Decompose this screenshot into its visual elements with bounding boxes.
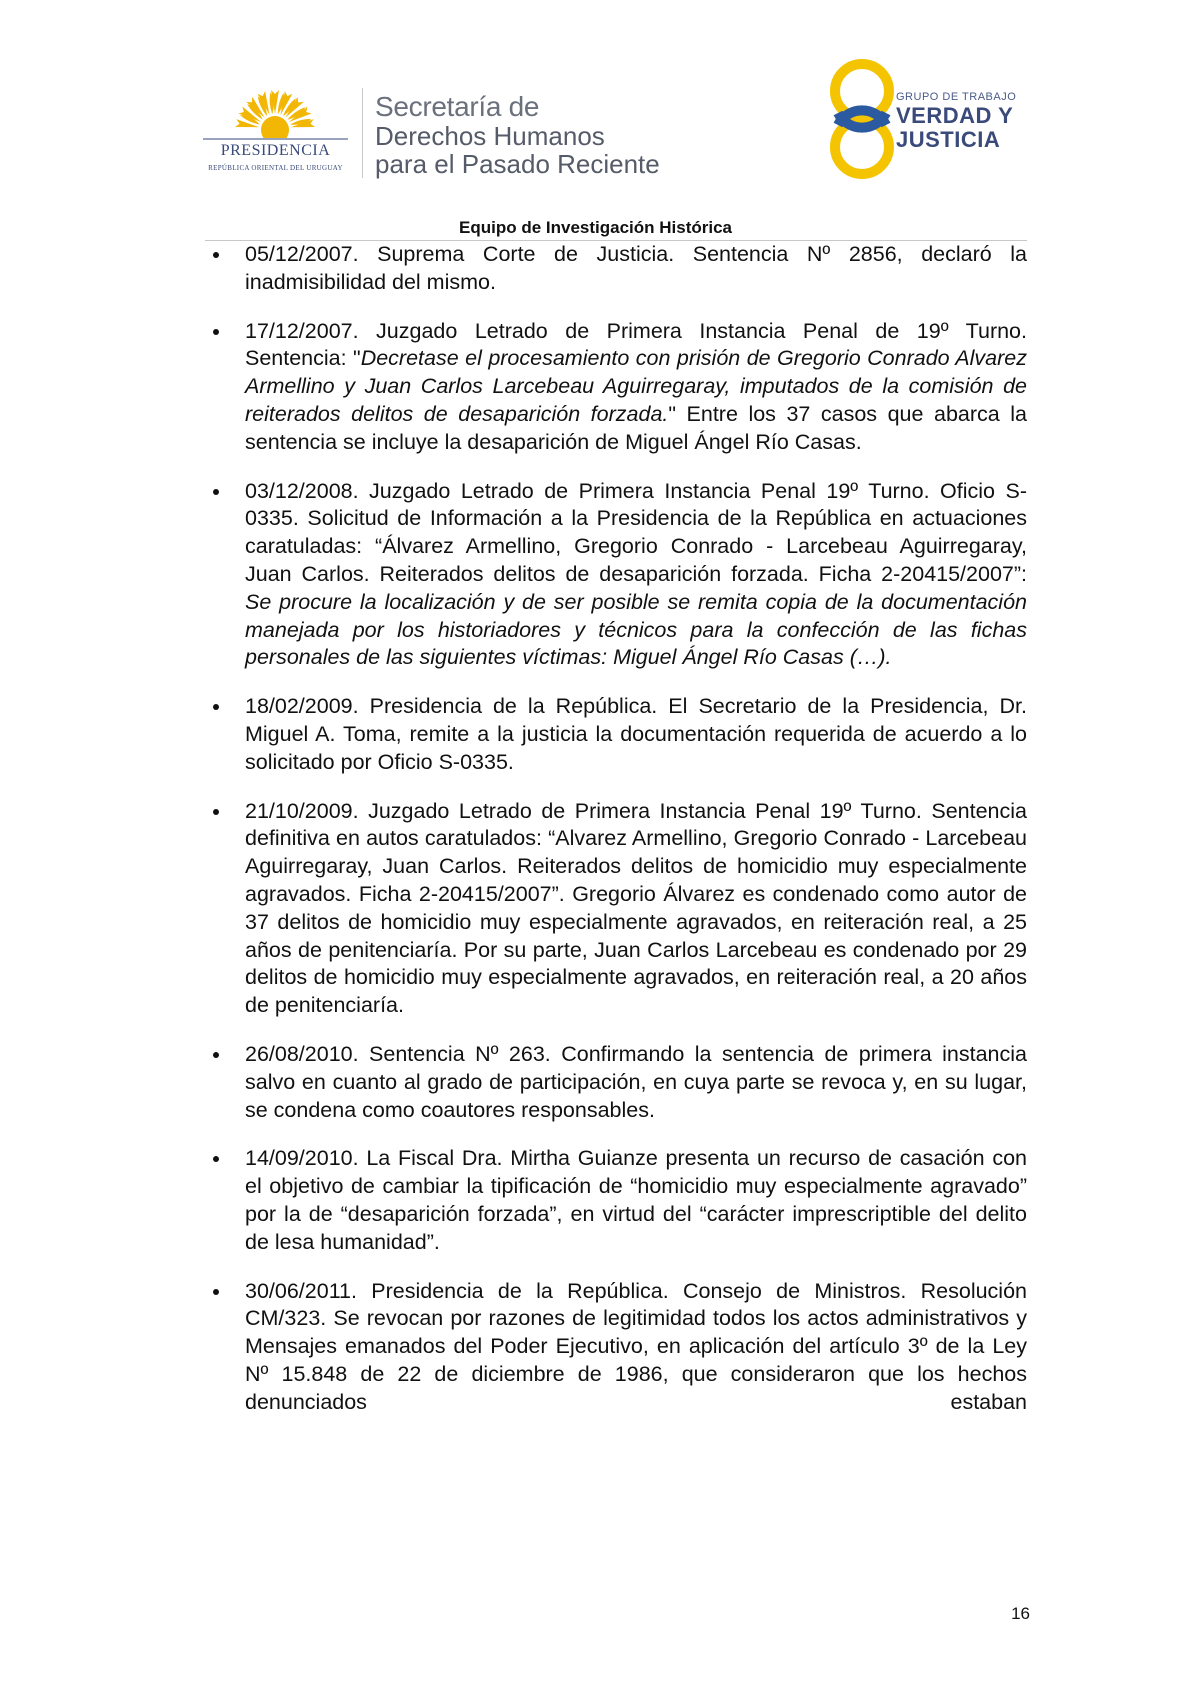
secretaria-line1: Secretaría de	[375, 91, 540, 122]
bullet-icon	[213, 1052, 219, 1058]
page-header	[0, 0, 1191, 240]
entry-quote: Decretase el procesamiento con prisión de Gregorio Conrado Alvarez Armellino y Juan Carlos Larcebeau Aguirregaray, imputados de la comisión de reiterados delitos de desaparición forzada.	[245, 346, 1027, 426]
section-title: Equipo de Investigación Histórica	[459, 218, 732, 237]
list-item	[205, 693, 1027, 776]
secretaria-logo-text	[375, 92, 660, 178]
bullet-icon	[213, 704, 219, 710]
bullet-icon	[213, 329, 219, 335]
entry-text: 26/08/2010. Sentencia Nº 263. Confirmando la sentencia de primera instancia salvo en cuanto al grado de participación, en cuya parte se revoca y, en su lugar, se condena como coautores responsables.	[245, 1041, 1027, 1122]
page-number: 16	[1011, 1604, 1030, 1623]
entry-text: 30/06/2011. Presidencia de la República. Consejo de Ministros. Resolución CM/323. Se revocan por razones de legitimidad todos los actos administrativos y Mensajes emanados del Poder Ejecutivo, en aplicación del artículo 3º de la Ley Nº 15.848 de 22 de diciembre de 1986, que consideraron que los hechos denunciados estaban	[245, 1278, 1027, 1414]
bullet-icon	[213, 252, 219, 258]
grupo-line2: JUSTICIA	[896, 127, 1001, 152]
bullet-icon	[213, 489, 219, 495]
bullet-icon	[213, 1289, 219, 1295]
presidencia-subtitle: REPÚBLICA ORIENTAL DEL URUGUAY	[208, 164, 343, 172]
logo-divider	[362, 88, 363, 178]
list-item	[205, 1145, 1027, 1256]
verdad-justicia-rings-logo	[822, 58, 902, 180]
list-item	[205, 798, 1027, 1020]
grupo-line1: VERDAD Y	[896, 103, 1014, 128]
bullet-icon	[213, 1156, 219, 1162]
list-item	[205, 1278, 1027, 1417]
secretaria-line3: para el Pasado Reciente	[375, 149, 660, 179]
entry-text: 18/02/2009. Presidencia de la República. El Secretario de la Presidencia, Dr. Miguel A. Toma, remite a la justicia la documentación requerida de acuerdo a lo solicitado por Oficio S-0335.	[245, 694, 1027, 774]
list-item	[205, 318, 1027, 457]
entry-text: 03/12/2008. Juzgado Letrado de Primera Instancia Penal 19º Turno. Oficio S-0335. Solicitud de Información a la Presidencia de la República en actuaciones caratuladas: “Álvarez Armellino, Gregorio Conrado - Larcebeau Aguirregaray, Juan Carlos. Reiterados delitos de desaparición forzada. Ficha 2-20415/2007”:	[245, 478, 1027, 586]
entries-list	[205, 241, 1027, 1416]
entry-text: 14/09/2010. La Fiscal Dra. Mirtha Guianze presenta un recurso de casación con el objetivo de cambiar la tipificación de “homicidio muy especialmente agravado” por la de “desaparición forzada”, en virtud del “carácter imprescriptible del delito de lesa humanidad”.	[245, 1146, 1027, 1254]
secretaria-line2: Derechos Humanos	[375, 121, 605, 151]
list-item	[205, 478, 1027, 673]
verdad-justicia-text	[896, 90, 1016, 152]
rings-icon	[822, 58, 902, 180]
sun-icon	[198, 80, 353, 140]
entry-text: " Entre los 37 casos que abarca la sentencia se incluye la desaparición de Miguel Ángel Río Casas.	[245, 401, 1027, 454]
entry-quote: Se procure la localización y de ser posible se remita copia de la documentación manejada por los historiadores y técnicos para la confección de las fichas personales de las siguientes víctimas: Miguel Ángel Río Casas (…).	[245, 589, 1027, 670]
presidencia-name: PRESIDENCIA	[220, 142, 331, 159]
entry-text: 05/12/2007. Suprema Corte de Justicia. Sentencia Nº 2856, declaró la inadmisibilidad del mismo.	[245, 242, 1027, 294]
list-item	[205, 241, 1027, 297]
entry-text: 21/10/2009. Juzgado Letrado de Primera Instancia Penal 19º Turno. Sentencia definitiva en autos caratulados: “Alvarez Armellino, Gregorio Conrado - Larcebeau Aguirregaray, Juan Carlos. Reiterados delitos de homicidio muy especialmente agravados. Ficha 2-20415/2007”. Gregorio Álvarez es condenado como autor de 37 delitos de homicidio muy especialmente agravados, en reiteración real, a 25 años de penitenciaría. Por su parte, Juan Carlos Larcebeau es condenado por 29 delitos de homicidio muy especialmente agravados, en reiteración real, a 20 años de penitenciaría.	[245, 798, 1027, 1018]
bullet-icon	[213, 809, 219, 815]
grupo-label: GRUPO DE TRABAJO	[896, 91, 1017, 103]
entry-text: 17/12/2007. Juzgado Letrado de Primera Instancia Penal de 19º Turno. Sentencia: "	[245, 318, 1027, 371]
list-item	[205, 1041, 1027, 1124]
